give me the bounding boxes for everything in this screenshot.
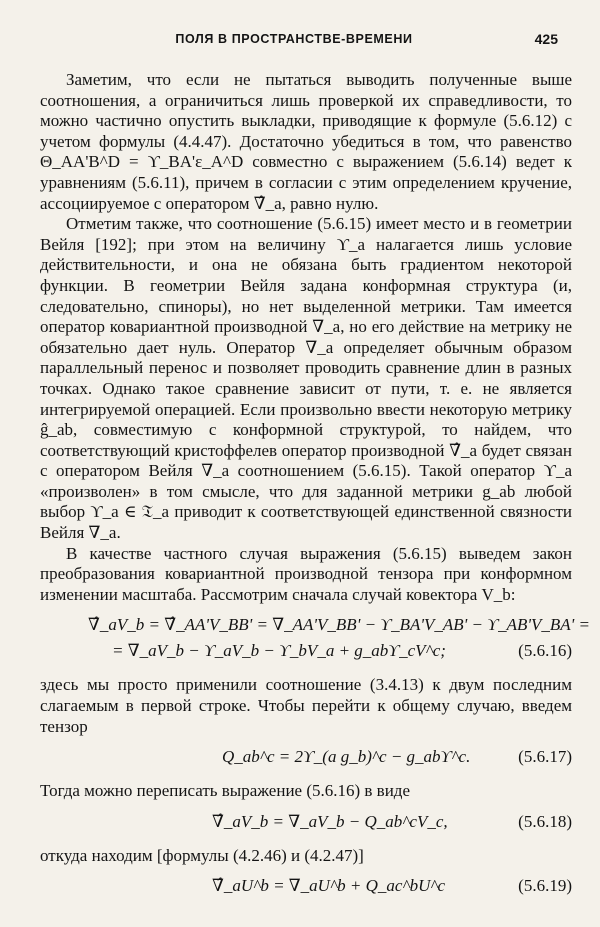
paragraph-3: В качестве частного случая выражения (5.6.15) выведем закон преобразования ковариантной производной тензора при конформном изменении масштаба. Рассмотрим сначала случай ковектора V_b: [40,543,572,604]
equation-text: Q_ab^c = 2ϒ_(a g_b)^c − g_abϒ^c. [222,747,471,767]
equation-line [40,876,572,902]
paragraph-2: Отметим также, что соотношение (5.6.15) имеет место и в геометрии Вейля [192]; при этом на величину ϒ_a налагается лишь условие действительности, и она не обязана быть градиентом некоторой функции. В геометрии Вейля задана конформная структура (и, следовательно, спиноры), но нет выделенной метрики. Там имеется оператор ковариантной производной ∇_a, но его действие на метрику не обязательно дает нуль. Оператор ∇_a определяет обычным образом параллельный перенос и позволяет проводить сравнение длин в разных точках. Однако такое сравнение зависит от пути, т. е. не является интегрируемой операцией. Если произвольно ввести некоторую метрику ĝ_ab, совместимую с конформной структурой, то найдем, что соответствующий кристоффелев оператор производной ∇̂_a будет связан с оператором Вейля ∇_a соотношением (5.6.15). Такой оператор ϒ_a «произволен» в том смысле, что для заданной метрики g_ab любой выбор ϒ_a ∈ 𝔗_a приводит к соответствующей единственной связности Вейля ∇_a. [40,214,572,543]
equation-line [40,615,591,641]
equation-5-6-18 [40,812,572,838]
paragraph-4: здесь мы просто применили соотношение (3.4.13) к двум последним слагаемым в первой строке. Чтобы перейти к общему случаю, введем тензор [40,675,572,736]
equation-text: ∇̂_aU^b = ∇_aU^b + Q_ac^bU^c [212,876,446,896]
equation-text: ∇̂_aV_b = ∇_aV_b − Q_ab^cV_c, [212,811,448,831]
page-header [30,32,558,54]
paragraph-5: Тогда можно переписать выражение (5.6.16) в виде [40,781,410,801]
equation-text: ∇̂_aV_b = ∇̂_AA'V_BB' = ∇_AA'V_BB' − ϒ_BA'V_AB' − ϒ_AB'V_BA' = [88,615,591,635]
paragraph-1: Заметим, что если не пытаться выводить полученные выше соотношения, а ограничиться лишь проверкой их справедливости, то можно частично опустить выкладки, приводящие к формуле (5.6.12) с учетом формулы (4.4.47). Достаточно убедиться в том, что равенство Θ_AA'B^D = ϒ_BA'ε_A^D совместно с выражением (5.6.14) ведет к уравнениям (5.6.11), причем в согласии с этим определением кручение, ассоциируемое с оператором ∇̂_a, равно нулю. [40,70,572,213]
paragraph-6: откуда находим [формулы (4.2.46) и (4.2.47)] [40,845,364,865]
main-text [40,70,591,910]
page-number: 425 [534,31,558,47]
equation-line [40,747,572,773]
equation-line [40,812,572,838]
equation-number: (5.6.19) [518,876,572,896]
equation-5-6-19 [40,876,572,902]
equation-5-6-17 [40,747,572,773]
equation-number: (5.6.17) [518,747,572,767]
equation-text: = ∇_aV_b − ϒ_aV_b − ϒ_bV_a + g_abϒ_cV^c; [112,641,446,661]
equation-line [40,641,572,667]
equation-5-6-16 [40,615,591,667]
equation-number: (5.6.18) [518,811,572,831]
running-title: ПОЛЯ В ПРОСТРАНСТВЕ-ВРЕМЕНИ [175,32,413,46]
equation-number: (5.6.16) [518,641,572,661]
